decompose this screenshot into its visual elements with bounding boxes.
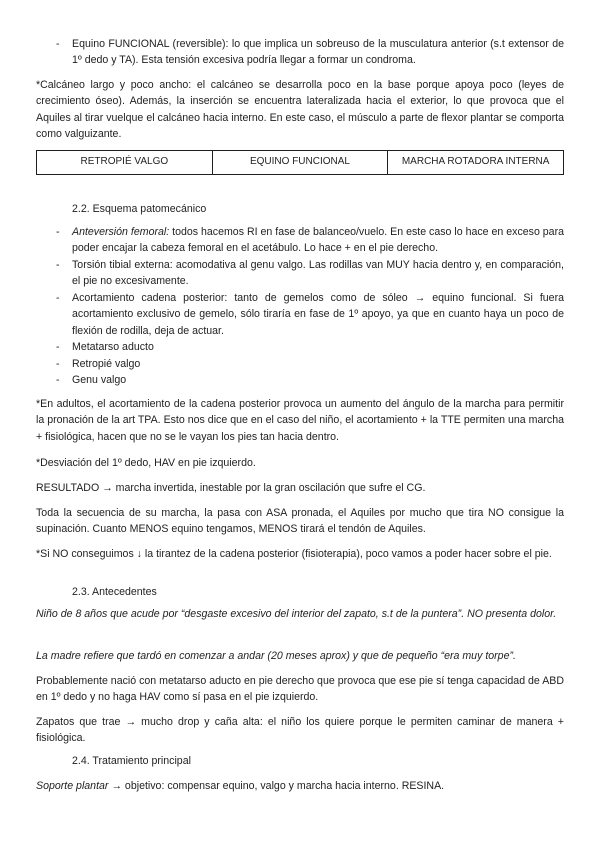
list-item-text: todos hacemos RI en fase de balanceo/vuelo. En este caso lo hace en exceso para poder encajar la cabeza femoral en el acetábulo. Lo hace + en el pie derecho.	[72, 226, 564, 255]
list-dash: -	[56, 374, 60, 386]
list-dash: -	[56, 358, 60, 370]
list-dash: -	[56, 259, 60, 271]
tratamiento-paragraph	[36, 778, 564, 794]
table-cell-equino: EQUINO FUNCIONAL	[212, 151, 388, 175]
tratamiento-lead: Soporte plantar	[36, 780, 109, 792]
list-item: Retropié valgo	[72, 358, 141, 370]
secuencia-paragraph: Toda la secuencia de su marcha, la pasa con ASA pronada, el Aquiles por mucho que tira NO consigue la supinación. Cuanto MENOS equino tengamos, MENOS tirará el tendón de Aquiles.	[36, 507, 564, 536]
list-item: Metatarso aducto	[72, 341, 154, 353]
list-dash: -	[56, 226, 60, 238]
cadena-paragraph: *Si NO conseguimos ↓ la tirantez de la cadena posterior (fisioterapia), poco vamos a poder hacer sobre el pie.	[36, 548, 552, 560]
summary-table	[36, 150, 564, 175]
antecedentes-p2: La madre refiere que tardó en comenzar a andar (20 meses aprox) y que de pequeño “era muy torpe”.	[36, 650, 516, 662]
adultos-paragraph: *En adultos, el acortamiento de la cadena posterior provoca un aumento del ángulo de la marcha para permitir la pronación de la art TPA. Esto nos dice que en el caso del niño, el acortamiento + la TTE permiten una marcha + fisiológica, hacen que no se le vayan los pies tan hacia dentro.	[36, 398, 564, 443]
table-cell-retropie: RETROPIÉ VALGO	[37, 151, 213, 175]
list-dash: -	[56, 38, 60, 50]
list-item-lead: Anteversión femoral:	[72, 226, 170, 238]
list-item	[72, 224, 564, 257]
calcaneo-note: *Calcáneo largo y poco ancho: el calcáneo se desarrolla poco en la base porque apoya poco (leyes de crecimiento óseo). Además, la inserción se encuentra lateralizada hacia el exterior, lo que provoca que el Aquiles al tirar vuelque el calcáneo hacia interno. En este caso, el músculo a parte de flexor plantar se comporta como valguizante.	[36, 79, 564, 141]
list-item: Acortamiento cadena posterior: tanto de gemelos como de sóleo → equino funcional. Si fuera acortamiento exclusivo de gemelo, sólo tiraría en fase de 1º apoyo, ya que en cuanto haya un poco de flexión de rodilla, deja de actuar.	[72, 292, 564, 337]
equino-funcional-item: Equino FUNCIONAL (reversible): lo que implica un sobreuso de la musculatura anterior (s.t extensor de 1º dedo y TA). Esta tensión excesiva podría llegar a formar un condroma.	[72, 38, 564, 67]
table-cell-marcha: MARCHA ROTADORA INTERNA	[388, 151, 564, 175]
list-dash: -	[56, 341, 60, 353]
hav-paragraph: *Desviación del 1º dedo, HAV en pie izquierdo.	[36, 457, 256, 469]
antecedentes-p1: Niño de 8 años que acude por “desgaste excesivo del interior del zapato, s.t de la puntera”. NO presenta dolor.	[36, 608, 557, 620]
section-heading-2-2: 2.2. Esquema patomecánico	[72, 203, 207, 215]
section-heading-2-3: 2.3. Antecedentes	[72, 586, 157, 598]
section-heading-2-4: 2.4. Tratamiento principal	[72, 755, 191, 767]
antecedentes-p4: Zapatos que trae → mucho drop y caña alta: el niño los quiere porque le permiten caminar de manera + fisiológica.	[36, 716, 564, 745]
list-item: Torsión tibial externa: acomodativa al genu valgo. Las rodillas van MUY hacia dentro y, en comparación, el pie no excesivamente.	[72, 259, 564, 288]
resultado-paragraph: RESULTADO → marcha invertida, inestable por la gran oscilación que sufre el CG.	[36, 482, 426, 494]
tratamiento-text: → objetivo: compensar equino, valgo y marcha hacia interno. RESINA.	[108, 780, 445, 792]
list-item: Genu valgo	[72, 374, 127, 386]
list-dash: -	[56, 292, 60, 304]
antecedentes-p3: Probablemente nació con metatarso aducto en pie derecho que provoca que ese pie sí tenga capacidad de ABD en 1º dedo y no haga HAV como sí pasa en el pie izquierdo.	[36, 675, 564, 704]
